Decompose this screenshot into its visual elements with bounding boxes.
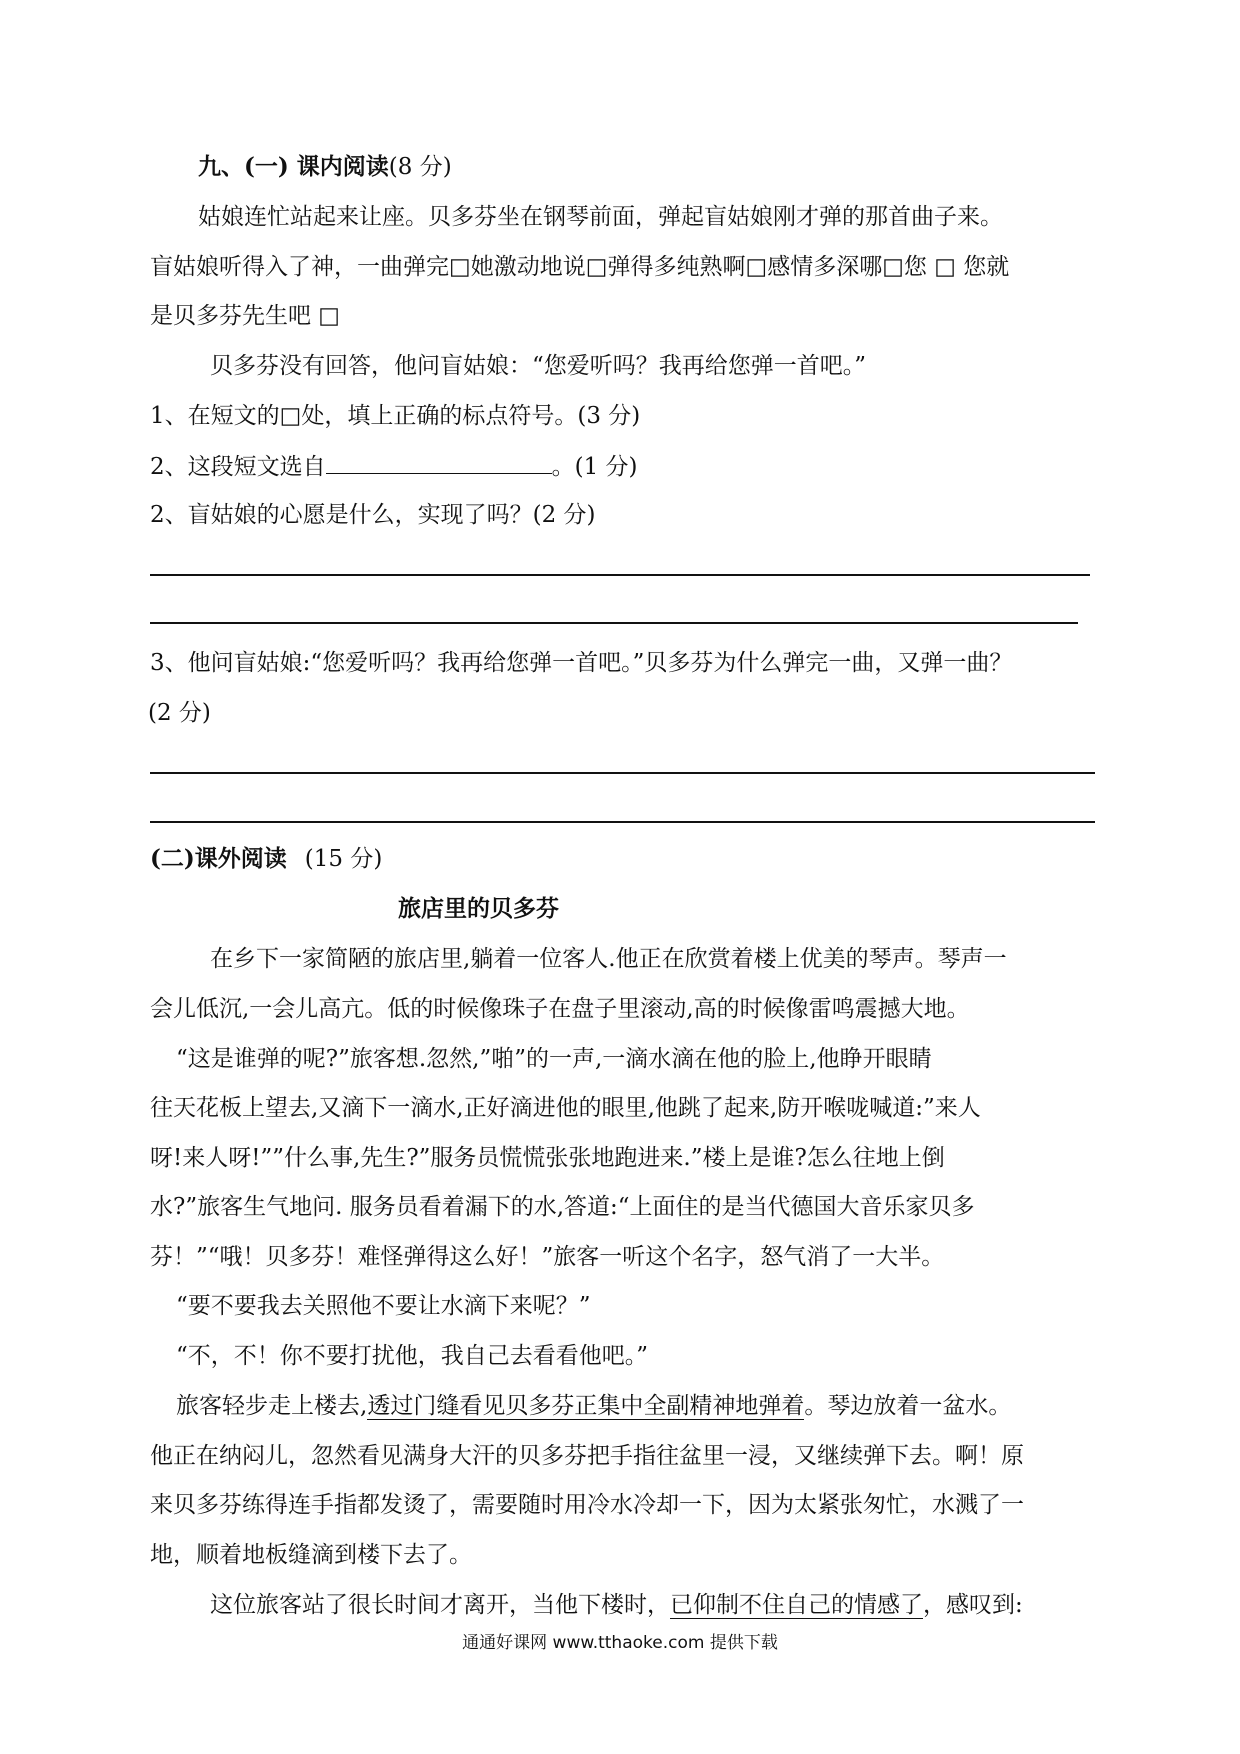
story-line: 来贝多芬练得连手指都发烫了，需要随时用冷水冷却一下，因为太紧张匆忙，水溅了一: [150, 1492, 1024, 1518]
story-line: “这是谁弹的呢?”旅客想.忽然,”啪”的一声,一滴水滴在他的脸上,他睁开眼睛: [176, 1046, 932, 1072]
story-line: 会儿低沉,一会儿高亢。低的时候像珠子在盘子里滚动,高的时候像雷鸣震撼大地。: [150, 996, 970, 1022]
story-paragraph-5: [210, 1590, 1150, 1620]
answer-blank[interactable]: [326, 451, 552, 474]
story-line: 他正在纳闷儿，忽然看见满身大汗的贝多芬把手指往盆里一浸，又继续弹下去。啊！原: [150, 1443, 1024, 1469]
answer-line[interactable]: [150, 574, 1090, 576]
story-line: 往天花板上望去,又滴下一滴水,正好滴进他的眼里,他跳了起来,防开喉咙喊道:”来人: [150, 1095, 981, 1121]
answer-line[interactable]: [150, 821, 1095, 823]
underlined-sentence: 透过门缝看见贝多芬正集中全副精神地弹着: [367, 1393, 805, 1419]
answer-line[interactable]: [150, 772, 1095, 774]
section1-heading-points: (8 分): [388, 154, 452, 180]
section2-heading-text: (二)课外阅读: [150, 845, 287, 872]
story-line: 地，顺着地板缝滴到楼下去了。: [150, 1542, 472, 1568]
story-line: 在乡下一家简陋的旅店里,躺着一位客人.他正在欣赏着楼上优美的琴声。琴声一: [210, 946, 1007, 972]
question-1: 1、在短文的□处，填上正确的标点符号。(3 分): [150, 403, 641, 429]
passage-line-1: 姑娘连忙站起来让座。贝多芬坐在钢琴前面，弹起盲姑娘刚才弹的那首曲子来。: [198, 204, 1003, 230]
story-text: 旅客轻步走上楼去,: [176, 1393, 368, 1419]
question-2: [150, 451, 1090, 482]
section2-heading: [150, 844, 1090, 874]
question-4-line-2: (2 分): [148, 700, 211, 726]
story-paragraph-4: [176, 1391, 1116, 1421]
story-line: “不，不！你不要打扰他，我自己去看看他吧。”: [176, 1343, 649, 1369]
story-line: 芬！”“哦！贝多芬！难怪弹得这么好！”旅客一听这个名字，怒气消了一大半。: [150, 1244, 945, 1270]
passage-line-2: 盲姑娘听得入了神，一曲弹完□她激动地说□弹得多纯熟啊□感情多深哪□您 □ 您就: [150, 254, 1010, 280]
section1-heading: [198, 152, 1138, 182]
underlined-sentence: 已仰制不住自己的情感了: [670, 1592, 923, 1618]
question-2-prefix: 2、这段短文选自: [150, 454, 326, 480]
page-footer: 通通好课网 www.tthaoke.com 提供下载: [462, 1633, 778, 1653]
story-text: 这位旅客站了很长时间才离开，当他下楼时，: [210, 1592, 670, 1618]
passage-line-4: 贝多芬没有回答，他问盲姑娘：“您爱听吗？我再给您弹一首吧。”: [210, 353, 867, 379]
story-line: “要不要我去关照他不要让水滴下来呢？”: [176, 1293, 591, 1319]
passage-line-3: 是贝多芬先生吧 □: [150, 303, 341, 329]
question-2-suffix: 。(1 分): [551, 454, 638, 480]
section1-heading-text: 九、(一) 课内阅读: [198, 153, 389, 180]
story-line: 水?”旅客生气地问. 服务员看着漏下的水,答道:“上面住的是当代德国大音乐家贝多: [150, 1194, 975, 1220]
story-text: ，感叹到:: [923, 1592, 1023, 1618]
story-text: 。琴边放着一盆水。: [804, 1393, 1012, 1419]
story-line: 呀!来人呀!””什么事,先生?”服务员慌慌张张地跑进来.”楼上是谁?怎么往地上倒: [150, 1145, 945, 1171]
question-3: 2、盲姑娘的心愿是什么，实现了吗？(2 分): [150, 502, 596, 528]
section2-heading-points: (15 分): [304, 846, 383, 872]
story-title: 旅店里的贝多芬: [398, 895, 559, 922]
answer-line[interactable]: [150, 622, 1078, 624]
question-4-line-1: 3、他问盲姑娘:“您爱听吗？我再给您弹一首吧。”贝多芬为什么弹完一曲，又弹一曲？: [150, 650, 1013, 676]
